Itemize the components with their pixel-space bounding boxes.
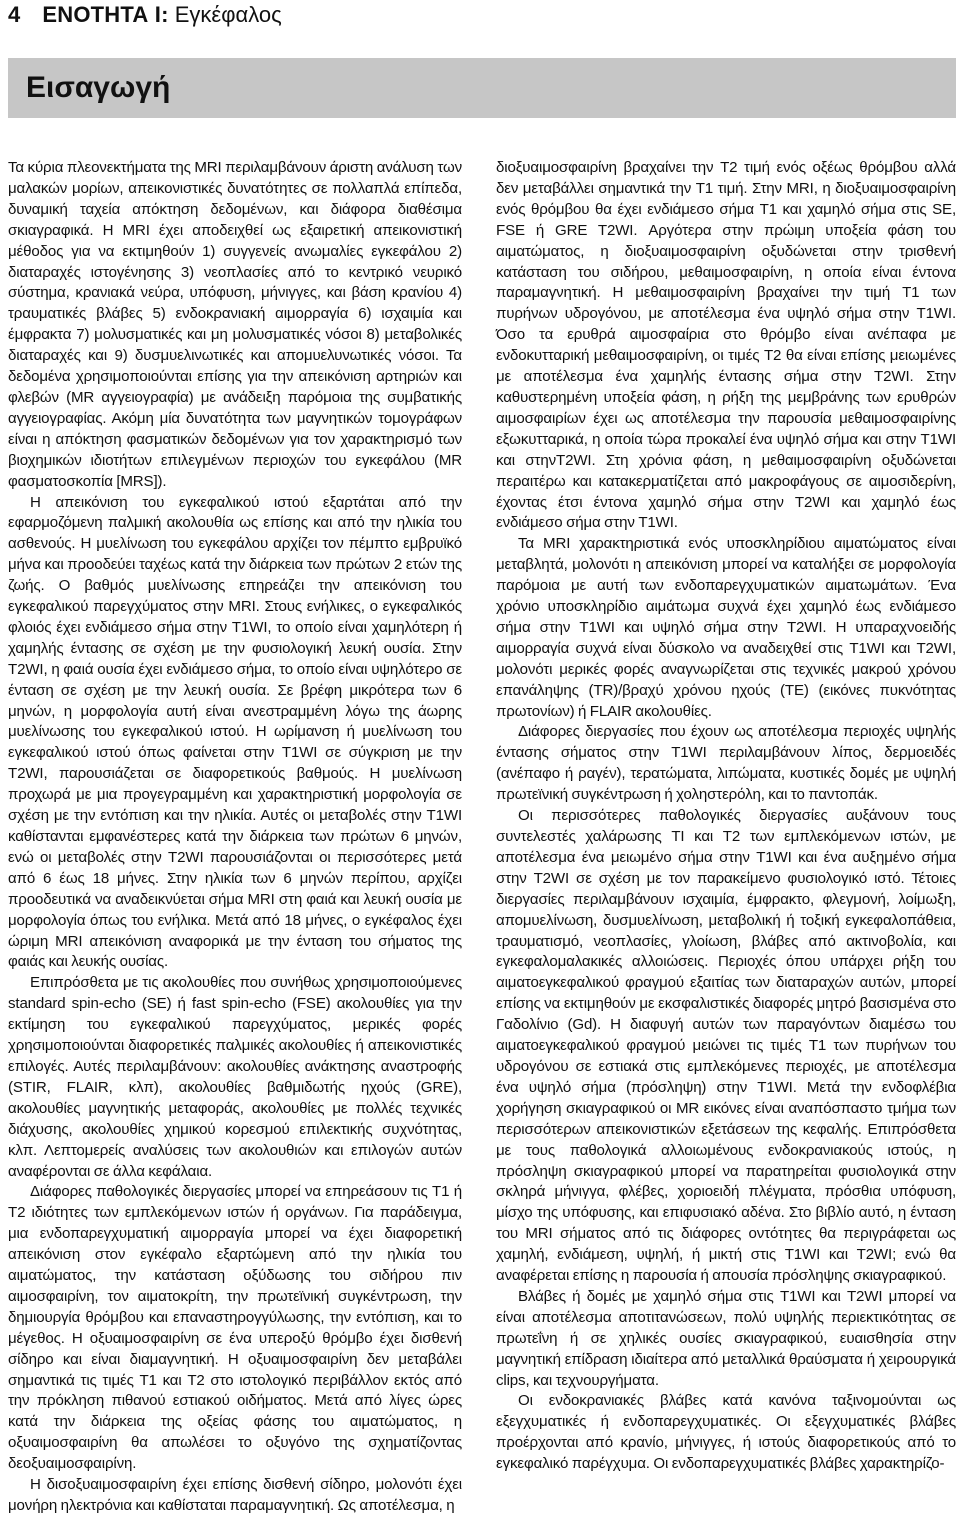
chapter-subtitle: Εγκέφαλος <box>174 2 282 27</box>
section-title-band <box>8 58 956 118</box>
paragraph: Οι περισσότερες παθολογικές διεργασίες αυξάνουν τους συντελεστές χαλάρωσης TI και T2 των εμπλεκόμενων ιστών, με αποτέλεσμα ένα μειωμένο σήμα στην T1WI και ένα αυξημένο σήμα στην T2WI σε σχέση με τον παρακείμενο φυσιολογικό ιστό. Τέτοιες διεργασίες περιλαμβάνουν ισχαιμία, έμφρακτο, φλεγμονή, λοίμωξη, απομυελίνωση, δυσμυελίνωση, μεταβολική ή τοξική εγκεφαλοπάθεια, τραυματισμό, νεοπλασίες, γλοίωση, βλάβες από ακτινοβολία, και εγκεφαλομαλακικές αλλοιώσεις. Περιοχές όπου υπάρχει ρήξη του αιματοεγκεφαλικού φραγμού εξαιτίας των διαταραχών αυτών, μπορεί επίσης να εκτιμηθούν με εκσφαλιστικές διαφορές μητρό βασισμένα στο Γαδολίνιο (Gd). Η διαφυγή αυτών των παραγόντων διαμέσω του αιματοεγκεφαλικού φραγμού μειώνει τις τιμές T1 των πυρήνων του υδρογόνου σε εστιακά στις εμπλεκόμενες περιοχές, με αποτέλεσμα ένα υψηλό σήμα (πρόσληψη) στην T1WI. Μετά την ενδοφλέβια χορήγηση σκιαγραφικού οι MR εικόνες είναι αναπόσπαστο τμήμα των περισσότερων απεικονιστικών εξετάσεων της κεφαλής. Επιπρόσθετα με τους παθολογικά αλλοιωμένους ενδοκρανιακούς ιστούς, η πρόσληψη σκιαγραφικού μπορεί να παρατηρείται φυσιολογικά στην σκληρά μήνιγγα, φλέβες, χοριοειδή πλέγματα, πρόσθια υπόφυση, μίσχο της υπόφυσης, και επιφυσιακό αδένα. Στο βιβλίο αυτό, η ένταση του MRI σήματος από τις διάφορες οντότητες θα περιγράφεται ως χαμηλή, ενδιάμεση, υψηλή, ή μικτή στις T1WI και T2WI; ενώ θα αναφέρεται επίσης η παρουσία ή απουσία πρόσληψης σκιαγραφικού. <box>496 807 956 1285</box>
paragraph: Διάφορες παθολογικές διεργασίες μπορεί να επηρεάσουν τις T1 ή T2 ιδιότητες των εμπλεκόμενων ιστών ή οργάνων. Για παράδειγμα, μια ενδοπαρεγχυματική αιμορραγία μπορεί να έχει διαφορετική απεικόνιση στον εγκέφαλο εξαρτώμενη από την ηλικία του αιματώματος, την κατάσταση οξύδωσης του σιδήρου πιν αιμοσφαιρίνη, τον αιματοκρίτη, την πρωτεϊνική συγκέντρωση, την δημιουργία θρόμβου και επαναστηρογγύλωσης, την εντόπιση, και το μέγεθος. Η οξυαιμοσφαιρίνη σε ένα υπεροξύ θρόμβο έχει δισθενή σίδηρο και είναι διαμαγνητική. Η οξυαιμοσφαιρίνη δεν μεταβάλει σημαντικά τις τιμές T1 και T2 στο ιστολογικό περιβάλλον εκτός από την πρόκληση πιθανού εστιακού οιδήματος. Μετά από λίγες ώρες κατά την διάρκεια της οξείας φάσης του αιματώματος, η οξυαιμοσφαιρίνη θα απωλέσει το οξυγόνο της σχηματίζοντας δεοξυαιμοσφαιρίνη. <box>8 1183 462 1473</box>
paragraph: διοξυαιμοσφαιρίνη βραχαίνει την T2 τιμή ενός οξέως θρόμβου αλλά δεν μεταβάλλει σημαντικά την T1 τιμή. Στην MRI, η διοξυαιμοσφαιρίνη ενός θρόμβου θα έχει ενδιάμεσο σήμα T1 και χαμηλό σήμα στις SE, FSE ή GRE T2WI. Αργότερα στην πρώιμη υποξεία φάση του αιματώματος, η διοξυαιμοσφαιρίνη οξυδώνεται στην τρισθενή κατάσταση του σιδήρου, μεθαιμοσφαιρίνη, η οποία είναι έντονα παραμαγνητική. Η μεθαιμοσφαιρίνη βραχαίνει την τιμή T1 των πυρήνων υδρογόνου, με αποτέλεσμα ένα υψηλό σήμα στην T1WI. Όσο τα ερυθρά αιμοσφαίρια στο θρόμβο είναι ανέπαφα με ενδοκυτταρική μεθαιμοσφαιρίνη, οι τιμές T2 θα είναι επίσης μειωμένες με αποτέλεσμα ένα χαμηλής έντασης σήμα στην T2WI. Στην καθυστερημένη υποξεία φάση, η ρήξη της μεμβράνης των ερυθρών αιμοσφαιρίων έχει ως αποτέλεσμα την παρουσία μεθαιμοσφαιρίνης εξωκυτταρικά, η οποία τώρα προκαλεί ένα υψηλό σήμα και στην T1WI και στηνT2WI. Στη χρόνια φάση, η μεθαιμοσφαιρίνη οξυδώνεται περαιτέρω και κατακερματίζεται από μακροφάγους σε αιμοσιδερίνη, έχοντας έτσι έντονα χαμηλό σήμα στην T2WI και χαμηλό έως ενδιάμεσο σήμα στην T1WI. <box>496 159 956 532</box>
paragraph: Η απεικόνιση του εγκεφαλικού ιστού εξαρτάται από την εφαρμοζόμενη παλμική ακολουθία ως επίσης και από την ηλικία του ασθενούς. Η μυελίνωση του εγκεφάλου αρχίζει τον πέμπτο εμβρυϊκό μήνα και προοδεύει ταχέως κατά την διάρκεια των πρώτων 2 ετών της ζωής. Ο βαθμός μυελίνωσης επηρεάζει την απεικόνιση του εγκεφαλικού παρεγχύματος στην MRI. Στους ενήλικες, ο εγκεφαλικός φλοιός έχει ενδιάμεσο σήμα στην T1WI, το οποίο είναι χαμηλότερη ή χαμηλής έντασης σε σχέση με την φυσιολογική λευκή ουσία. Στην T2WI, η φαιά ουσία έχει ενδιάμεσο σήμα, το οποίο είναι υψηλότερο σε ένταση σε σχέση με την λευκή ουσία. Σε βρέφη μικρότερα των 6 μηνών, η μορφολογία αυτή είναι ανεστραμμένη λόγω της άωρης μυελίνωσης του εγκεφαλικού ιστού. Η ωρίμανση ή μυελίνωση του εγκεφαλικού ιστού όπως φαίνεται στην T1WI σε σύγκριση με την T2WI, παρουσιάζεται σε διαφορετικούς βαθμούς. Η μυελίνωση προχωρά με μια προγεγραμμένη και χαρακτηριστική μορφολογία σε σχέση με την εντόπιση και την ηλικία. Αυτές οι μεταβολές στην T1WI καθίστανται εμφανέστερες κατά την διάρκεια των πρώτων 6 μηνών, ενώ οι μεταβολές στην T2WI παρουσιάζονται οι περισσότερες μετά από 6 έως 18 μήνες. Στην ηλικία των 6 μηνών περίπου, αρχίζει προοδευτικά να αναδεικνύεται σήμα MRI στη φαιά και λευκή ουσία με μορφολογία όπως του ενήλικα. Μετά από 18 μήνες, ο εγκέφαλος έχει ώριμη MRI απεικόνιση αναφορικά με την ένταση του σήματος της φαιάς και λευκής ουσίας. <box>8 493 462 971</box>
paragraph: Τα κύρια πλεονεκτήματα της MRI περιλαμβάνουν άριστη ανάλυση των μαλακών μορίων, απεικονιστικές δυνατότητες σε πολλαπλά επίπεδα, δυναμική ταχεία απόκτηση δεδομένων, και διάφορα διαθέσιμα σκιαγραφικά. Η MRI έχει αποδειχθεί ως εξαιρετική απεικονιστική μέθοδος για να εκτιμηθούν 1) συγγενείς ανωμαλίες εγκεφάλου 2) διαταραχές ιστογένησης 3) νεοπλασίες από το κεντρικό νευρικό σύστημα, κρανιακά νεύρα, υπόφυση, μήνιγγες, και βάση κρανίου 4) τραυματικές βλάβες 5) ενδοκρανιακή αιμορραγία 6) ισχαιμία και έμφρακτα 7) μολυσματικές και μη μολυσματικές νόσοι 8) μεταβολικές διαταραχές και 9) δυσμυελινωτικές και απομυελυνωτικές νόσοι. Τα δεδομένα χρησιμοποιούνται επίσης για την απεικόνιση αρτηριών και φλεβών (MR αγγειογραφία) με ανάδειξη παρόμοια της συμβατικής αγγειογραφίας. Ακόμη μία δυνατότητα των μαγνητικών τομογράφων είναι η απόκτηση φασματικών δεδομένων για τον χαρακτηρισμό των βιοχημικών ιδιοτήτων επιλεγμένων περιοχών του εγκεφάλου (MR φασματοσκοπία [MRS]). <box>8 159 462 490</box>
page-number: 4 <box>8 2 21 27</box>
paragraph: Βλάβες ή δομές με χαμηλό σήμα στις T1WI και T2WI μπορεί να είναι αποτέλεσμα αποτιτανώσεων, πολύ υψηλής περιεκτικότητας σε πρωτεΐνη ή σε χηλικές ουσίες σκιαγραφικού, ευαισθησία στην μαγνητική επίδραση ιδιαίτερα από μεταλλικά θραύσματα ή χειρουργικά clips, και τεχνουργήματα. <box>496 1287 956 1389</box>
chapter-label: ΕΝΟΤΗΤΑ Ι: <box>42 2 169 27</box>
paragraph: Διάφορες διεργασίες που έχουν ως αποτέλεσμα περιοχές υψηλής έντασης σήματος στην T1WI περιλαμβάνουν λίπος, δερμοειδές (ανέπαφο ή ραγέν), τερατώματα, λιπώματα, κυστικές δομές με υψηλή πρωτεϊνική συγκέντρωση ή χοληστερόλη, και το παντοπάκ. <box>496 723 956 804</box>
paragraph: Επιπρόσθετα με τις ακολουθίες που συνήθως χρησιμοποιούμενες standard spin-echo (SE) ή fast spin-echo (FSE) ακολουθίες για την εκτίμηση του εγκεφαλικού παρεγχύματος, μερικές φορές χρησιμοποιούνται διαφορετικές παλμικές ακολουθίες ή απεικονιστικές επιλογές. Αυτές περιλαμβάνουν: ακολουθίες ανάκτησης αναστροφής (STIR, FLAIR, κλπ), ακολουθίες βαθμιδωτής ηχούς (GRE), ακολουθίες μαγνητικής μεταφοράς, ακολουθίες με πολλές τεχνικές διάχυσης, ακολουθίες χημικού κορεσμού επιλεκτικής συχνότητας, κλπ. Λεπτομερείς αναλύσεις των ακολουθιών και επιλογών αυτών αναφέρονται σε άλλα κεφάλαια. <box>8 974 462 1180</box>
paragraph: Τα MRI χαρακτηριστικά ενός υποσκληρίδιου αιματώματος είναι μεταβλητά, μολονότι η απεικόνιση μπορεί να καταλήξει σε μορφολογία παρόμοια με αυτή των ενδοπαρεγχυματικών αιματωμάτων. Ένα χρόνιο υποσκληρίδιο αιμάτωμα συχνά έχει χαμηλό έως ενδιάμεσο σήμα στην T1WI και υψηλό σήμα στην T2WI. Η υπαραχνοειδής αιμορραγία συχνά είναι δύσκολο να αναδειχθεί στις T1WI και T2WI, μολονότι μερικές φορές αναγνωρίζεται στις τεχνικές μακρού χρόνου επανάληψης (TR)/βραχύ χρόνου ηχούς (TE) (εικόνες πυκνότητας πρωτονίων) ή FLAIR ακολουθίες. <box>496 535 956 720</box>
paragraph: Η δισοξυαιμοσφαιρίνη έχει επίσης δισθενή σίδηρο, μολονότι έχει μονήρη ηλεκτρόνια και καθίσταται παραμαγνητική. Ως αποτέλεσμα, η <box>8 1476 462 1514</box>
paragraph: Οι ενδοκρανιακές βλάβες κατά κανόνα ταξινομούνται ως εξεγχυματικές ή ενδοπαρεγχυματικές. Οι εξεγχυματικές βλάβες προέρχονται από κρανίο, μήνιγγες, ή ιστούς διαφορετικούς από το εγκεφαλικό παρέγχυμα. Οι ενδοπαρεγχυματικές βλάβες χαρακτηρίζο- <box>496 1392 956 1473</box>
section-title: Εισαγωγή <box>26 71 171 104</box>
left-column <box>8 158 462 1517</box>
running-head <box>8 0 960 30</box>
right-column <box>496 158 956 1475</box>
